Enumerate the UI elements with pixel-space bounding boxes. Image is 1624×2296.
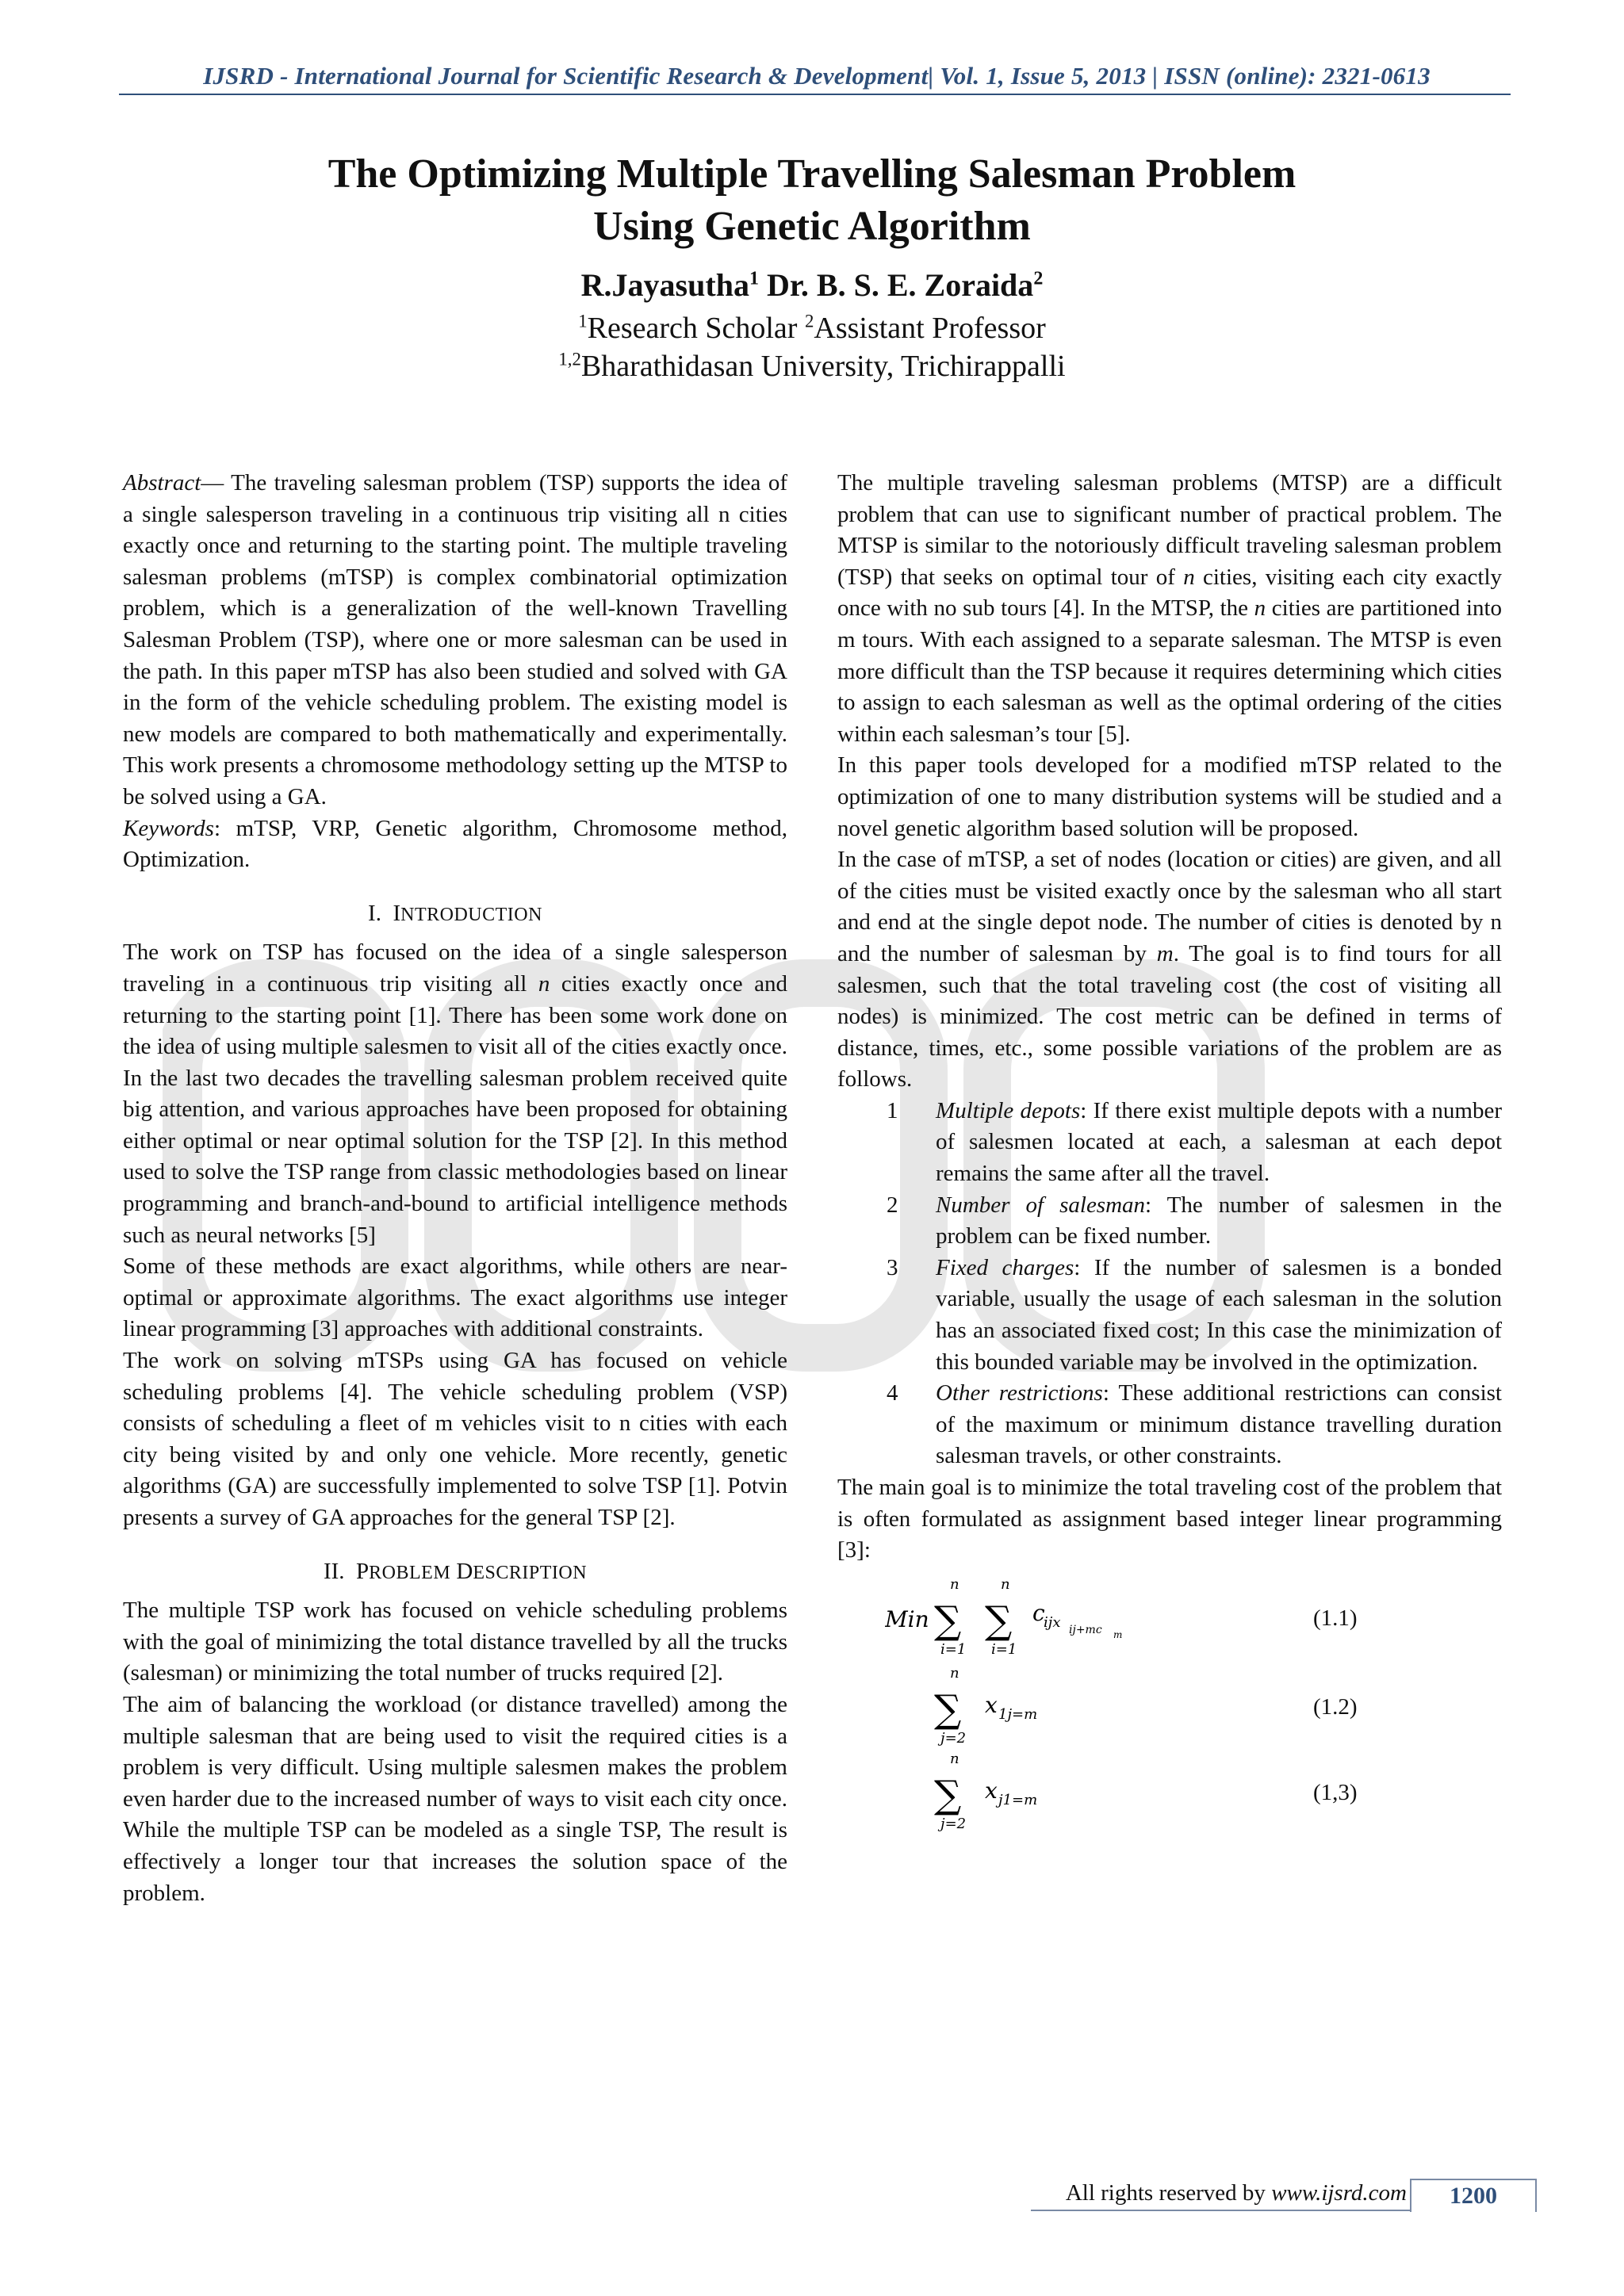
list-item-text: : The number of salesmen in the problem can be fixed number. [936,1192,1502,1249]
eq-min: Min [885,1605,929,1632]
list-item-number: 1 [887,1097,898,1123]
intro-paragraph-2: Some of these methods are exact algorithms, while others are near-optimal or approximate algorithms. The exact algorithms use integer linear programming [3] approaches with additional constraints. [123,1253,787,1342]
text-run: cities, visiting each city exactly once with no sub tours [4]. In the MTSP, the [837,564,1502,622]
intro-paragraph-3: The work on solving mTSPs using GA has focused on vehicle scheduling problems [4]. The vehicle scheduling problem (VSP) consists of scheduling a fleet of m vehicles visit to n cities with each city being visited by and only one vehicle. More recently, genetic algorithms (GA) are successfully implemented to solve TSP [1]. Potvin presents a survey of GA approaches for the general TSP [2]. [123,1348,787,1530]
author-2-affiliation-mark: 2 [1033,268,1044,289]
section-heading-problem-description [123,1556,787,1590]
eq-lower-limit: i=1 [940,1640,967,1658]
eq-term: x [985,1777,998,1804]
math-var: n [538,970,550,997]
list-item-number: 3 [887,1254,898,1280]
abstract-text: — The traveling salesman problem (TSP) supports the idea of a single salesperson traveling in a continuous trip visiting all n cities exactly once and returning to the starting point. The multiple traveling salesman problems (mTSP) is complex combinatorial optimization problem, which is a generalization of the well-known Travelling Salesman Problem (TSP), where one or more salesman can be used in the path. In this paper mTSP has also been studied and solved with GA in the form of the vehicle scheduling problem. The existing model is new models are compared to both mathematically and experimentally. This work presents a chromosome methodology setting up the MTSP to be solved using a GA. [123,470,787,809]
eq-term-sub: ij+mc [1069,1623,1102,1636]
eq-upper-limit: n [1001,1575,1010,1593]
left-column [123,468,787,1909]
list-item-text: : These additional restrictions can consist of the maximum or minimum distance travelling duration salesman travels, or other constraints. [936,1380,1502,1469]
eq-term-sub: j1=m [998,1791,1038,1808]
equation-number: (1,3) [1313,1779,1358,1805]
list-item-body [936,1096,1502,1190]
variations-list [837,1096,1502,1472]
list-item-number: 2 [887,1192,898,1218]
list-item [837,1253,1502,1378]
header-rule [119,94,1511,95]
text-run: In the case of mTSP, a set of nodes (location or cities) are given, and all of the cities must be visited exactly once by the salesman who all start and end at the single depot node. The number of cities is denoted by n and the number of salesman by [837,847,1502,966]
text-run: The work on TSP has focused on the idea of a single salesperson traveling in a continuous trip visiting all [123,939,787,997]
equation-1-1 [837,1575,1502,1662]
eq-upper-limit: n [950,1664,959,1682]
list-item [837,1096,1502,1190]
sigma-symbol: ∑ [934,1598,962,1643]
affiliation-mark: 1,2 [558,349,581,369]
problem-paragraph-3 [837,468,1502,750]
eq-term: x [985,1691,998,1718]
right-column [837,468,1502,1844]
eq-lower-limit: j=2 [940,1729,967,1747]
footer-rights-text: All rights reserved by [1065,2180,1272,2206]
affiliation-university [0,349,1624,384]
affiliation-role-1: Research Scholar [587,312,798,345]
author-1-affiliation-mark: 1 [749,268,759,289]
math-var: m [1156,940,1174,966]
affiliation-roles [0,311,1624,346]
eq-term-sub: m [1113,1628,1123,1640]
list-item-number: 4 [887,1380,898,1406]
list-item-term: Multiple depots [936,1097,1081,1123]
page-number: 1200 [1410,2179,1537,2212]
paper-title-line-1: The Optimizing Multiple Travelling Salesman Problem [327,151,1297,197]
equation-1-1-formula [885,1575,1329,1662]
affiliation-mark: 1 [578,311,588,331]
sigma-symbol: ∑ [934,1772,962,1817]
problem-paragraph-5 [837,844,1502,1096]
author-2: Dr. B. S. E. Zoraida [766,267,1034,303]
keywords-label: Keywords [123,815,214,841]
abstract-label: Abstract [123,470,201,496]
equation-1-2-formula [885,1663,1202,1751]
sigma-symbol: ∑ [985,1598,1013,1643]
list-item [837,1378,1502,1472]
equation-block [837,1575,1502,1844]
list-item-body [936,1190,1502,1253]
list-item-body [936,1378,1502,1472]
problem-paragraph-2: The aim of balancing the workload (or distance travelled) among the multiple salesman that are being used to visit the required cities is a problem is very difficult. Using multiple salesmen makes the problem even harder due to the increased number of ways to visit each city once. While the multiple TSP can be modeled as a single TSP, The result is effectively a longer tour that increases the solution space of the problem. [123,1691,787,1906]
eq-term-sub: ijx [1044,1613,1061,1631]
section-number: I. [368,900,381,926]
list-item [837,1190,1502,1253]
section-title-cap: I [393,900,401,926]
section-title-rest: ROBLEM [369,1562,451,1583]
eq-term-sub: 1j=m [998,1705,1038,1723]
paper-title-line-2: Using Genetic Algorithm [593,204,1031,249]
equation-number: (1.2) [1313,1693,1358,1720]
text-run: cities exactly once and returning to the starting point [1]. There has been some work done on the idea of using multiple salesmen to visit all of the cities exactly once. In the last two decades the travelling salesman problem received quite big attention, and various approaches have been proposed for obtaining either optimal or near optimal solution for the TSP [2]. In this method used to solve the TSP range from classic methodologies based on linear programming and branch-and-bound to artificial intelligence methods such as neural networks [5] [123,970,788,1248]
affiliation-mark: 2 [804,311,814,331]
eq-lower-limit: j=2 [940,1815,967,1832]
section-heading-introduction [123,898,787,932]
keywords [123,813,787,876]
eq-upper-limit: n [950,1750,959,1767]
section-title-cap: D [456,1558,473,1584]
text-run: . The goal is to find tours for all salesmen, such that the total traveling cost (the cost of visiting all nodes) is minimized. The cost metric can be defined in terms of distance, times, etc., some possible variations of the problem are as follows. [837,940,1503,1093]
sigma-symbol: ∑ [934,1686,962,1732]
list-item-term: Fixed charges [936,1254,1074,1280]
problem-paragraph-6: The main goal is to minimize the total traveling cost of the problem that is often formulated as assignment based integer linear programming [3]: [837,1475,1502,1563]
text-run: The multiple traveling salesman problems (MTSP) are a difficult problem that can use to significant number of practical problem. The MTSP is similar to the notoriously difficult traveling salesman problem (TSP) that seeks on optimal tour of [837,470,1502,590]
footer-rights [1031,2180,1407,2206]
section-number: II. [323,1558,345,1584]
section-title-rest: ESCRIPTION [473,1562,588,1583]
footer-rule [1031,2210,1410,2211]
author-line [0,266,1624,304]
text-run: cities are partitioned into m tours. With each assigned to a separate salesman. The MTSP is even more difficult than the TSP because it requires determining which cities to assign to each salesman as well as the optimal ordering of the cities within each salesman’s tour [5]. [837,595,1502,747]
eq-upper-limit: n [950,1575,959,1593]
author-1: R.Jayasutha [580,267,749,303]
list-item-text: : If the number of salesmen is a bonded variable, usually the usage of each salesman in the solution has an associated fixed cost; In this case the minimization of this bounded variable may be involved in the optimization. [936,1254,1502,1375]
math-var: n [1183,564,1195,590]
section-title-rest: NTRODUCTION [400,904,542,925]
equation-number: (1.1) [1313,1605,1358,1631]
eq-lower-limit: i=1 [991,1640,1017,1658]
list-item-term: Other restrictions [936,1380,1103,1406]
list-item-body [936,1253,1502,1378]
running-header: IJSRD - International Journal for Scientific Research & Development| Vol. 1, Issue 5, 2013 | ISSN (online): 2321-0613 [203,62,1431,90]
equation-1-2 [837,1663,1502,1751]
problem-paragraph-1: The multiple TSP work has focused on vehicle scheduling problems with the goal of minimizing the total distance travelled by all the trucks (salesman) or minimizing the total number of trucks required [2]. [123,1598,787,1686]
affiliation-text: Bharathidasan University, Trichirappalli [580,350,1066,383]
intro-paragraph-1 [123,937,787,1251]
abstract [123,468,787,813]
equation-1-3 [837,1749,1502,1836]
footer-site-link[interactable]: www.ijsrd.com [1271,2180,1407,2206]
eq-term: c [1032,1599,1045,1626]
equation-1-3-formula [885,1749,1202,1836]
math-var: n [1254,595,1266,622]
keywords-text: : mTSP, VRP, Genetic algorithm, Chromosome method, Optimization. [123,815,787,873]
list-item-term: Number of salesman [936,1192,1146,1218]
affiliation-role-2: Assistant Professor [814,312,1046,345]
list-item-text: : If there exist multiple depots with a number of salesmen located at each, a salesman at each depot remains the same after all the travel. [936,1097,1502,1187]
section-title-cap: P [356,1558,370,1584]
problem-paragraph-4: In this paper tools developed for a modified mTSP related to the optimization of one to many distribution systems will be studied and a novel genetic algorithm based solution will be proposed. [837,752,1502,841]
